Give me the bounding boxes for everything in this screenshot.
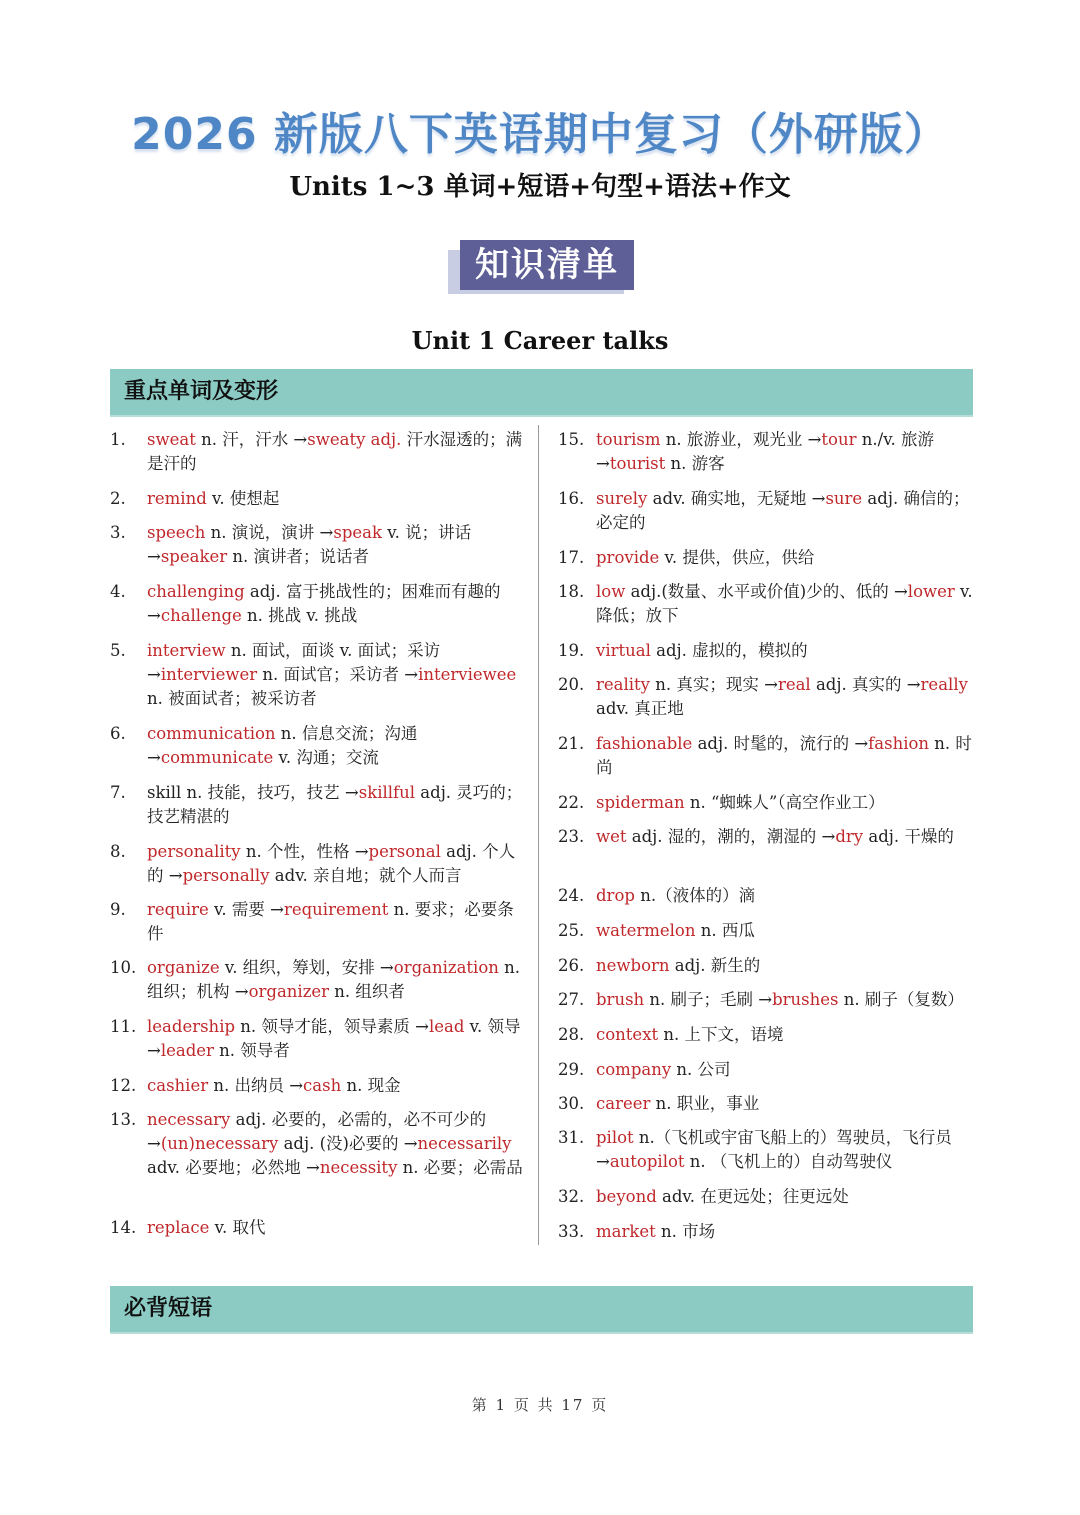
keyword: autopilot	[609, 1152, 685, 1171]
definition-text: n. 挑战 v. 挑战	[241, 606, 358, 625]
entry-text	[596, 580, 974, 628]
phrases-section-title: 必背短语	[124, 1296, 213, 1321]
entry-number: 19.	[558, 641, 585, 660]
keyword: provide	[596, 548, 660, 567]
definition-text: n. 被面试者；被采访者	[147, 689, 317, 708]
definition-text: n. 刷子（复数）	[838, 990, 964, 1009]
keyword: personal	[368, 842, 441, 861]
entry-text	[596, 1185, 974, 1209]
keyword: leader	[160, 1041, 214, 1060]
definition-text: n. 领导者	[213, 1041, 290, 1060]
definition-text: adj. 湿的，潮的，潮湿的 →	[626, 827, 836, 846]
keyword: drop	[596, 886, 635, 905]
keyword: newborn	[596, 956, 670, 975]
keyword: career	[596, 1094, 651, 1113]
keyword: tour	[821, 430, 857, 449]
entry-text	[596, 487, 974, 535]
entry-text	[596, 1058, 974, 1082]
definition-text: n. 演说，演讲 →	[205, 523, 334, 542]
entry-number: 15.	[558, 430, 585, 449]
keyword: personality	[147, 842, 241, 861]
definition-text: adj. 富于挑战性的；困难而有趣的 →	[147, 582, 501, 625]
keyword: cash	[303, 1076, 342, 1095]
keyword: tourism	[596, 430, 661, 449]
keyword: virtual	[596, 641, 651, 660]
keyword: speak	[333, 523, 383, 542]
knowledge-list-badge	[448, 240, 634, 294]
entry-number: 24.	[558, 886, 585, 905]
keyword: requirement	[283, 900, 389, 919]
definition-text: adj. 确信的；必定的	[596, 489, 970, 532]
keyword: organize	[147, 958, 220, 977]
entry-number: 13.	[110, 1110, 137, 1129]
keyword: sure	[825, 489, 863, 508]
entry-number: 9.	[110, 900, 126, 919]
keyword: brushes	[772, 990, 839, 1009]
entry-text	[147, 521, 523, 569]
entry-text	[596, 732, 974, 780]
keyword: sweaty adj.	[307, 430, 402, 449]
keyword: really	[920, 675, 968, 694]
keyword: skillful	[358, 783, 416, 802]
definition-text: n. （飞机上的）自动驾驶仪	[684, 1152, 893, 1171]
definition-text: adj. 真实的 →	[810, 675, 921, 694]
column-divider	[538, 425, 539, 1245]
definition-text: skill n. 技能，技巧，技艺 →	[147, 783, 359, 802]
entry-number: 30.	[558, 1094, 585, 1113]
entry-number: 2.	[110, 489, 126, 508]
entry-text	[596, 1220, 974, 1244]
phrases-section-header	[110, 1286, 973, 1334]
keyword: necessity	[319, 1158, 398, 1177]
definition-text: adj. 个人的 →	[147, 842, 516, 885]
entry-number: 14.	[110, 1218, 137, 1237]
entry-text	[596, 825, 974, 849]
keyword: challenge	[160, 606, 242, 625]
definition-text: n.（飞机或宇宙飞船上的）驾驶员，飞行员 →	[596, 1128, 952, 1171]
document-subtitle: Units 1~3 单词+短语+句型+语法+作文	[289, 172, 791, 202]
keyword: sweat	[147, 430, 196, 449]
definition-text: n. 要求；必要条件	[147, 900, 514, 943]
entry-number: 25.	[558, 921, 585, 940]
entry-text	[596, 791, 974, 815]
definition-text: n. 必要；必需品	[397, 1158, 523, 1177]
entry-text	[596, 954, 974, 978]
definition-text: n. “蜘蛛人”（高空作业工）	[684, 793, 885, 812]
keyword: market	[596, 1222, 656, 1241]
definition-text: adv. 必要地；必然地 →	[147, 1158, 320, 1177]
definition-text: n. 西瓜	[695, 921, 755, 940]
definition-text: n. 面试，面谈 v. 面试；采访 →	[147, 641, 441, 684]
definition-text: adj. 时髦的，流行的 →	[692, 734, 869, 753]
entry-number: 29.	[558, 1060, 585, 1079]
keyword: organizer	[248, 982, 330, 1001]
definition-text: n. 旅游业，观光业 →	[660, 430, 822, 449]
entry-text	[147, 781, 523, 829]
entry-number: 3.	[110, 523, 126, 542]
keyword: fashion	[868, 734, 930, 753]
entry-text	[596, 1023, 974, 1047]
entry-number: 8.	[110, 842, 126, 861]
keyword: reality	[596, 675, 650, 694]
definition-text: n. 汗，汗水 →	[195, 430, 308, 449]
definition-text: adv. 真正地	[596, 699, 684, 718]
entry-text	[147, 639, 523, 711]
entry-text	[147, 898, 523, 946]
definition-text: v. 组织，筹划，安排 →	[219, 958, 394, 977]
keyword: dry	[835, 827, 864, 846]
keyword: context	[596, 1025, 659, 1044]
keyword: lead	[428, 1017, 465, 1036]
keyword: interviewee	[418, 665, 517, 684]
keyword: communication	[147, 724, 276, 743]
entry-text	[596, 428, 974, 476]
unit-title: Unit 1 Career talks	[411, 326, 669, 355]
keyword: wet	[596, 827, 627, 846]
definition-text: v. 使想起	[206, 489, 280, 508]
definition-text: adj. 新生的	[669, 956, 761, 975]
entry-text	[147, 428, 523, 476]
definition-text: n. 上下文，语境	[658, 1025, 784, 1044]
definition-text: n./v. 旅游 →	[596, 430, 935, 473]
entry-number: 1.	[110, 430, 126, 449]
keyword: interview	[147, 641, 226, 660]
vocab-section-header	[110, 369, 973, 417]
entry-number: 4.	[110, 582, 126, 601]
keyword: surely	[596, 489, 648, 508]
vocab-section-title: 重点单词及变形	[124, 379, 279, 404]
entry-text	[596, 988, 974, 1012]
definition-text: v. 降低；放下	[596, 582, 973, 625]
keyword: brush	[596, 990, 645, 1009]
entry-number: 16.	[558, 489, 585, 508]
keyword: remind	[147, 489, 207, 508]
badge-label: 知识清单	[460, 240, 634, 290]
entry-number: 27.	[558, 990, 585, 1009]
page-footer: 第 1 页 共 17 页	[471, 1396, 609, 1414]
entry-number: 11.	[110, 1017, 137, 1036]
entry-text	[596, 919, 974, 943]
keyword: challenging	[147, 582, 245, 601]
definition-text: adv. 在更远处；往更远处	[656, 1187, 849, 1206]
entry-number: 10.	[110, 958, 137, 977]
definition-text: v. 领导 →	[147, 1017, 521, 1060]
entry-text	[147, 956, 523, 1004]
definition-text: n. 领导才能，领导素质 →	[235, 1017, 429, 1036]
keyword: tourist	[609, 454, 666, 473]
keyword: speaker	[160, 547, 228, 566]
entry-text	[147, 1216, 523, 1240]
keyword: real	[777, 675, 811, 694]
entry-text	[596, 546, 974, 570]
definition-text: n. 面试官；采访者 →	[257, 665, 419, 684]
keyword: fashionable	[596, 734, 693, 753]
keyword: communicate	[160, 748, 274, 767]
definition-text: n. 刷子；毛刷 →	[644, 990, 773, 1009]
definition-text: v. 沟通；交流	[273, 748, 379, 767]
keyword: spiderman	[596, 793, 685, 812]
entry-number: 33.	[558, 1222, 585, 1241]
definition-text: n. 职业，事业	[650, 1094, 760, 1113]
entry-number: 21.	[558, 734, 585, 753]
keyword: replace	[147, 1218, 210, 1237]
definition-text: n. 游客	[665, 454, 725, 473]
definition-text: adv. 确实地，无疑地 →	[647, 489, 826, 508]
entry-number: 32.	[558, 1187, 585, 1206]
entry-number: 22.	[558, 793, 585, 812]
keyword: leadership	[147, 1017, 236, 1036]
definition-text: v. 取代	[209, 1218, 266, 1237]
entry-number: 31.	[558, 1128, 585, 1147]
definition-text: v. 说；讲话 →	[147, 523, 472, 566]
entry-number: 12.	[110, 1076, 137, 1095]
definition-text: n. 信息交流；沟通 →	[147, 724, 418, 767]
definition-text: adj. (没)必要的 →	[278, 1134, 418, 1153]
entry-number: 17.	[558, 548, 585, 567]
definition-text: adj.(数量、水平或价值)少的、低的 →	[625, 582, 908, 601]
definition-text: adj. 干燥的	[863, 827, 954, 846]
entry-text	[596, 1126, 974, 1174]
document-title: 2026 新版八下英语期中复习（外研版）	[131, 109, 949, 160]
keyword: speech	[147, 523, 206, 542]
keyword: necessary	[147, 1110, 231, 1129]
keyword: low	[596, 582, 626, 601]
definition-text: n. 组织；机构 →	[147, 958, 521, 1001]
keyword: (un)necessary	[160, 1134, 279, 1153]
entry-text	[147, 840, 523, 888]
entry-number: 28.	[558, 1025, 585, 1044]
definition-text: adj. 虚拟的，模拟的	[650, 641, 808, 660]
entry-text	[147, 580, 523, 628]
definition-text: n. 出纳员 →	[208, 1076, 304, 1095]
keyword: organization	[393, 958, 499, 977]
entry-text	[147, 1108, 523, 1180]
definition-text: adv. 亲自地；就个人而言	[269, 866, 462, 885]
keyword: cashier	[147, 1076, 209, 1095]
definition-text: n. 演讲者；说话者	[227, 547, 369, 566]
definition-text: n. 个性，性格 →	[240, 842, 369, 861]
entry-text	[596, 673, 974, 721]
keyword: require	[147, 900, 209, 919]
keyword: lower	[907, 582, 955, 601]
entry-number: 23.	[558, 827, 585, 846]
entry-text	[147, 1015, 523, 1063]
keyword: personally	[182, 866, 270, 885]
keyword: company	[596, 1060, 672, 1079]
definition-text: n.（液体的）滴	[634, 886, 756, 905]
entry-text	[147, 1074, 523, 1098]
entry-number: 7.	[110, 783, 126, 802]
entry-number: 26.	[558, 956, 585, 975]
entry-number: 18.	[558, 582, 585, 601]
definition-text: 汗水湿透的；满是汗的	[147, 430, 523, 473]
entry-text	[596, 884, 974, 908]
definition-text: n. 组织者	[329, 982, 405, 1001]
definition-text: n. 现金	[341, 1076, 401, 1095]
keyword: beyond	[596, 1187, 657, 1206]
definition-text: adj. 必要的，必需的，必不可少的 →	[147, 1110, 487, 1153]
definition-text: v. 需要 →	[208, 900, 284, 919]
definition-text: n. 时尚	[596, 734, 972, 777]
keyword: interviewer	[160, 665, 258, 684]
definition-text: n. 市场	[655, 1222, 716, 1241]
entry-text	[147, 722, 523, 770]
entry-number: 5.	[110, 641, 126, 660]
entry-text	[147, 487, 523, 511]
definition-text: adj. 灵巧的；技艺精湛的	[147, 783, 523, 826]
definition-text: n. 真实；现实 →	[650, 675, 778, 694]
definition-text: n. 公司	[671, 1060, 731, 1079]
keyword: necessarily	[417, 1134, 512, 1153]
keyword: pilot	[596, 1128, 634, 1147]
keyword: watermelon	[596, 921, 696, 940]
entry-text	[596, 1092, 974, 1116]
entry-number: 6.	[110, 724, 126, 743]
entry-number: 20.	[558, 675, 585, 694]
entry-text	[596, 639, 974, 663]
definition-text: v. 提供，供应，供给	[659, 548, 815, 567]
